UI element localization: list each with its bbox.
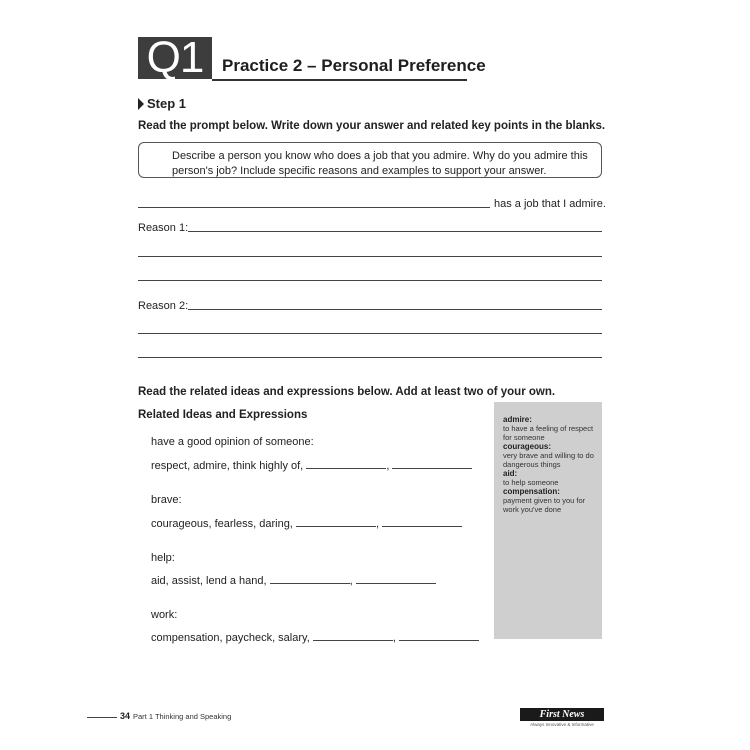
group-words-help [151, 572, 436, 587]
glossary-definition: payment given to you for [503, 496, 586, 505]
glossary-definition: very brave and willing to do [503, 451, 594, 460]
reason-1-blank-line-2[interactable] [138, 256, 602, 257]
glossary-term: admire: [503, 415, 532, 424]
group-head-opinion: have a good opinion of someone: [151, 436, 314, 448]
group-words-work [151, 629, 479, 644]
fill-in-blank[interactable] [306, 457, 386, 469]
fill-in-blank[interactable] [313, 629, 393, 641]
group-words-brave [151, 515, 462, 530]
expression-list: courageous, fearless, daring, [151, 518, 293, 530]
glossary-term: aid: [503, 469, 518, 478]
blank-separator: , [392, 632, 396, 644]
group-head-brave: brave: [151, 494, 182, 506]
glossary-definition: to help someone [503, 478, 559, 487]
part-label: Part 1 [133, 712, 154, 721]
prompt-line-1: Describe a person you know who does a job that you admire. Why do you admire this [172, 150, 588, 162]
group-head-help: help: [151, 552, 175, 564]
glossary-item [503, 469, 602, 487]
glossary-sidebar [494, 402, 602, 639]
page-number: 34 [120, 711, 131, 721]
glossary-definition: work you've done [503, 505, 562, 514]
job-suffix-text: has a job that I admire. [494, 198, 606, 210]
reason-1-label: Reason 1: [138, 222, 189, 234]
job-answer-blank[interactable] [138, 207, 490, 208]
glossary-item [503, 415, 602, 442]
blank-separator: , [386, 460, 390, 472]
glossary-item [503, 487, 602, 514]
publisher-logo: First News [520, 708, 604, 721]
prompt-line-2: person's job? Include specific reasons and examples to support your answer. [172, 165, 547, 177]
related-instruction: Read the related ideas and expressions below. Add at least two of your own. [138, 386, 556, 398]
fill-in-blank[interactable] [382, 515, 462, 527]
step-instruction: Read the prompt below. Write down your answer and related key points in the blanks. [138, 120, 606, 132]
question-number: Q1 [146, 33, 204, 82]
reason-2-blank[interactable] [188, 309, 602, 310]
page-title: Practice 2 – Personal Preference [222, 56, 486, 75]
footer-rule [87, 717, 117, 718]
blank-separator: , [349, 575, 353, 587]
footer-part [133, 712, 231, 721]
reason-2-blank-line-3[interactable] [138, 357, 602, 358]
triangle-bullet-icon [138, 98, 144, 110]
fill-in-blank[interactable] [296, 515, 376, 527]
group-head-work: work: [151, 609, 178, 621]
glossary-term: compensation: [503, 487, 560, 496]
glossary-term: courageous: [503, 442, 552, 451]
fill-in-blank[interactable] [270, 572, 350, 584]
header-underline [212, 79, 467, 81]
related-heading: Related Ideas and Expressions [138, 409, 308, 421]
glossary-item [503, 442, 602, 469]
group-words-opinion [151, 457, 472, 472]
glossary-definition: dangerous things [503, 460, 561, 469]
glossary-definition: for someone [503, 433, 545, 442]
fill-in-blank[interactable] [356, 572, 436, 584]
question-number-box [138, 33, 212, 82]
prompt-box [138, 142, 602, 178]
reason-1-blank[interactable] [188, 231, 602, 232]
expression-list: compensation, paycheck, salary, [151, 632, 310, 644]
expression-list: aid, assist, lend a hand, [151, 575, 267, 587]
expression-list: respect, admire, think highly of, [151, 460, 304, 472]
fill-in-blank[interactable] [399, 629, 479, 641]
publisher-tagline: Always Innovative & Informative [530, 722, 594, 727]
blank-separator: , [375, 518, 379, 530]
step-label: Step 1 [147, 96, 187, 111]
reason-2-label: Reason 2: [138, 300, 189, 312]
fill-in-blank[interactable] [392, 457, 472, 469]
part-title: Thinking and Speaking [154, 712, 232, 721]
reason-2-blank-line-2[interactable] [138, 333, 602, 334]
glossary-definition: to have a feeling of respect [503, 424, 594, 433]
reason-1-blank-line-3[interactable] [138, 280, 602, 281]
